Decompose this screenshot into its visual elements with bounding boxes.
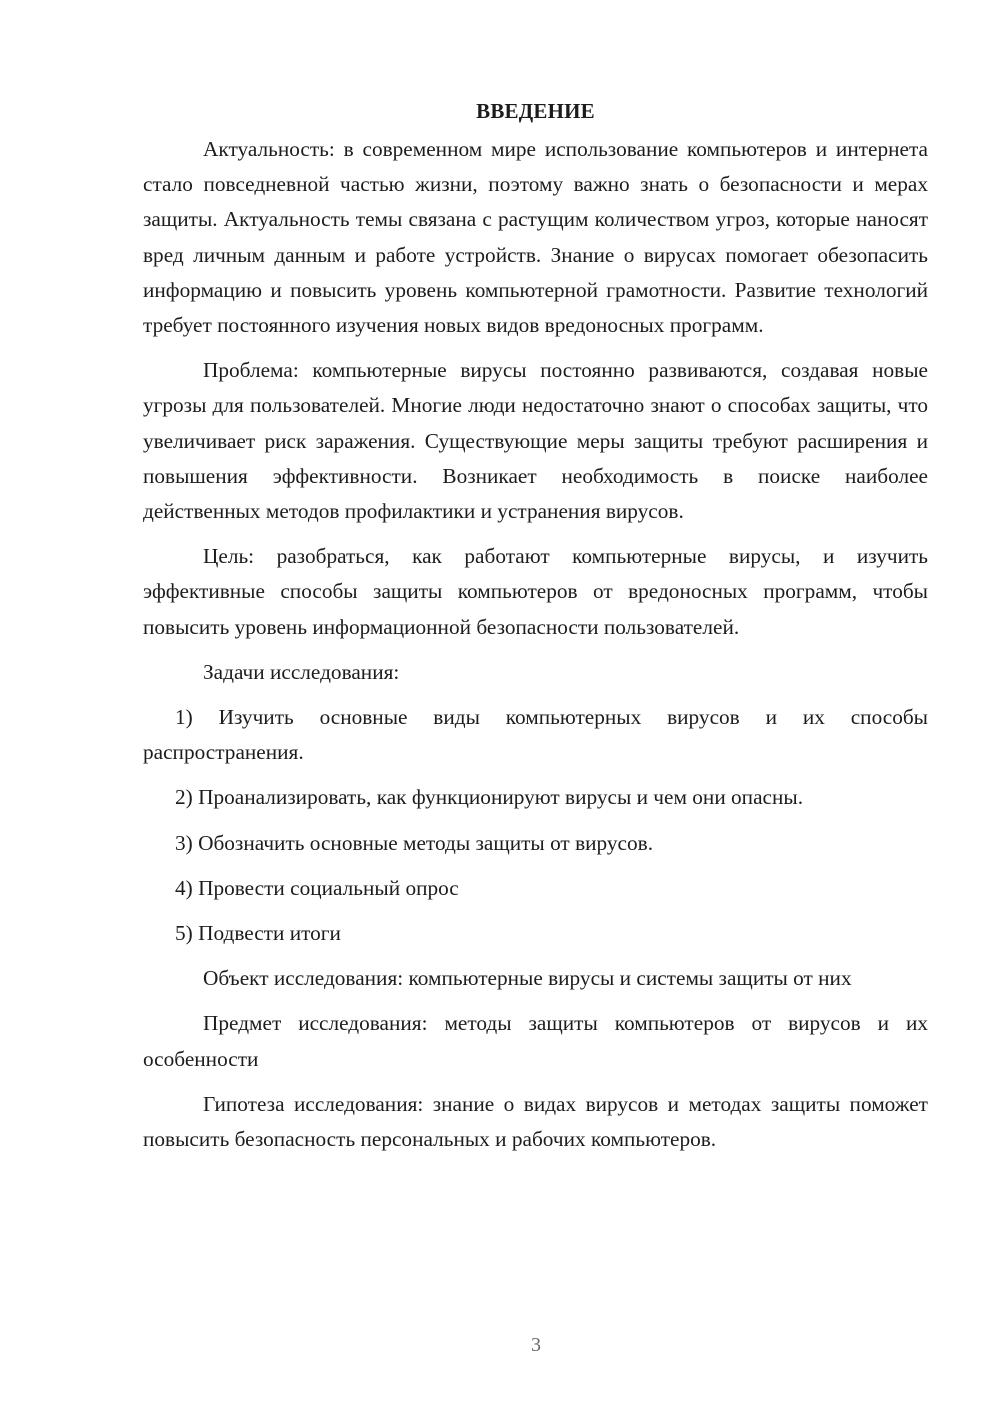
paragraph-hypothesis: Гипотеза исследования: знание о видах вирусов и методах защиты поможет повысить безопасность персональных и рабочих компьютеров. [143, 1091, 928, 1152]
page-title: ВВЕДЕНИЕ [476, 99, 595, 123]
paragraph-relevance: Актуальность: в современном мире использование компьютеров и интернета стало повседневной частью жизни, поэтому важно знать о безопасности и мерах защиты. Актуальность темы связана с растущим количеством угроз, которые наносят вред личным данным и работе устройств. Знание о вирусах помогает обезопасить информацию и повысить уровень компьютерной грамотности. Развитие технологий требует постоянного изучения новых видов вредоносных программ. [143, 137, 928, 338]
paragraph-problem: Проблема: компьютерные вирусы постоянно развиваются, создавая новые угрозы для пользователей. Многие люди недостаточно знают о способах защиты, что увеличивает риск заражения. Существующие меры защиты требуют расширения и повышения эффективности. Возникает необходимость в поиске наиболее действенных методов профилактики и устранения вирусов. [143, 358, 928, 524]
paragraph-goal: Цель: разобраться, как работают компьютерные вирусы, и изучить эффективные способы защиты компьютеров от вредоносных программ, чтобы повысить уровень информационной безопасности пользователей. [143, 544, 928, 639]
page-number: 3 [531, 1334, 541, 1356]
paragraph-object: Объект исследования: компьютерные вирусы и системы защиты от них [203, 966, 852, 991]
task-item-5: 5) Подвести итоги [175, 921, 341, 946]
task-item-4: 4) Провести социальный опрос [175, 875, 459, 900]
tasks-title: Задачи исследования: [203, 659, 400, 684]
task-item-1: 1) Изучить основные виды компьютерных вирусов и их способы распространения. [143, 705, 928, 765]
task-item-2: 2) Проанализировать, как функционируют вирусы и чем они опасны. [175, 785, 804, 810]
paragraph-subject: Предмет исследования: методы защиты компьютеров от вирусов и их особенности [143, 1011, 928, 1071]
task-item-3: 3) Обозначить основные методы защиты от вирусов. [175, 830, 654, 855]
page-body [143, 96, 928, 1157]
